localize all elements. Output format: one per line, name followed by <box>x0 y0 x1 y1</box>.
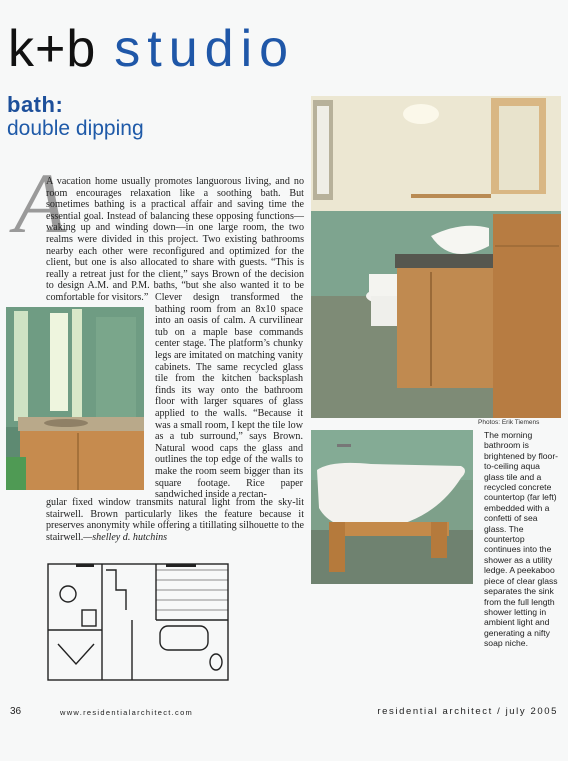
author-signature: —shelley d. hutchins <box>83 531 168 543</box>
article-headline: double dipping <box>7 117 144 140</box>
article-paragraph-3 <box>46 497 304 543</box>
article-paragraph-1: A vacation home usually promotes languorous living, and no room encourages relaxation like a soothing bath. But sometimes bathing is a practical affair and saving time the essential goal. Instead of balancing these opposing functions—waking up and winding down—in one large room, the two realms were divided in this project. Two existing bathrooms nearby each other were reconfigured and optimized for the client, but one is also allocated to share with guests. “This is really a retreat just for the client,” says Brown of the decision to design A.M. and P.M. baths, “but she also wanted it to be comfortable for visitors.” <box>46 176 304 303</box>
floor-plan <box>46 560 232 684</box>
article-paragraph-2: Clever design transformed the bathing room from an 8x10 space into an oasis of calm. A curvilinear tub on a maple base commands center stage. The platform’s chunky legs are imitated on matching vanity cabinets. The same recycled glass tile from the kitchen backsplash finds its way onto the bathroom floor with larger squares of glass applied to the walls. “Because it was a small room, I kept the tile low as a tub surround,” says Brown. Natural wood caps the glass and outlines the top edge of the walls to make the room seem bigger than its square footage. Rice paper sandwiched inside a rectan- <box>155 292 303 501</box>
article-paragraph-3-text: gular fixed window transmits natural light from the sky-lit stairwell. Brown particularly likes the feature because it preserves anonymity while offering a titillating silhouette to the stairwell. <box>46 497 304 543</box>
logo-kb: k+b <box>8 20 97 78</box>
section-kicker: bath: <box>7 92 64 117</box>
section-logo <box>8 22 295 76</box>
tub-photo <box>311 430 473 584</box>
logo-studio: studio <box>114 20 296 78</box>
footer-magazine: residential architect / july 2005 <box>377 706 558 717</box>
photo-credit: Photos: Erik Tiemens <box>478 419 540 426</box>
vanity-photo <box>6 307 144 490</box>
drop-cap: A <box>14 155 67 251</box>
morning-bathroom-photo <box>311 96 561 418</box>
footer-url: www.residentialarchitect.com <box>60 708 194 717</box>
photo-caption: The morning bathroom is brightened by floor-to-ceiling aqua glass tile and a recycled concrete countertop (far left) embedded with a confetti of sea glass. The countertop continues into the shower as a utility ledge. A peekaboo piece of clear glass separates the sink from the full length shower letting in ambient light and generating a nifty soap niche. <box>484 430 559 649</box>
page-number: 36 <box>10 706 22 717</box>
